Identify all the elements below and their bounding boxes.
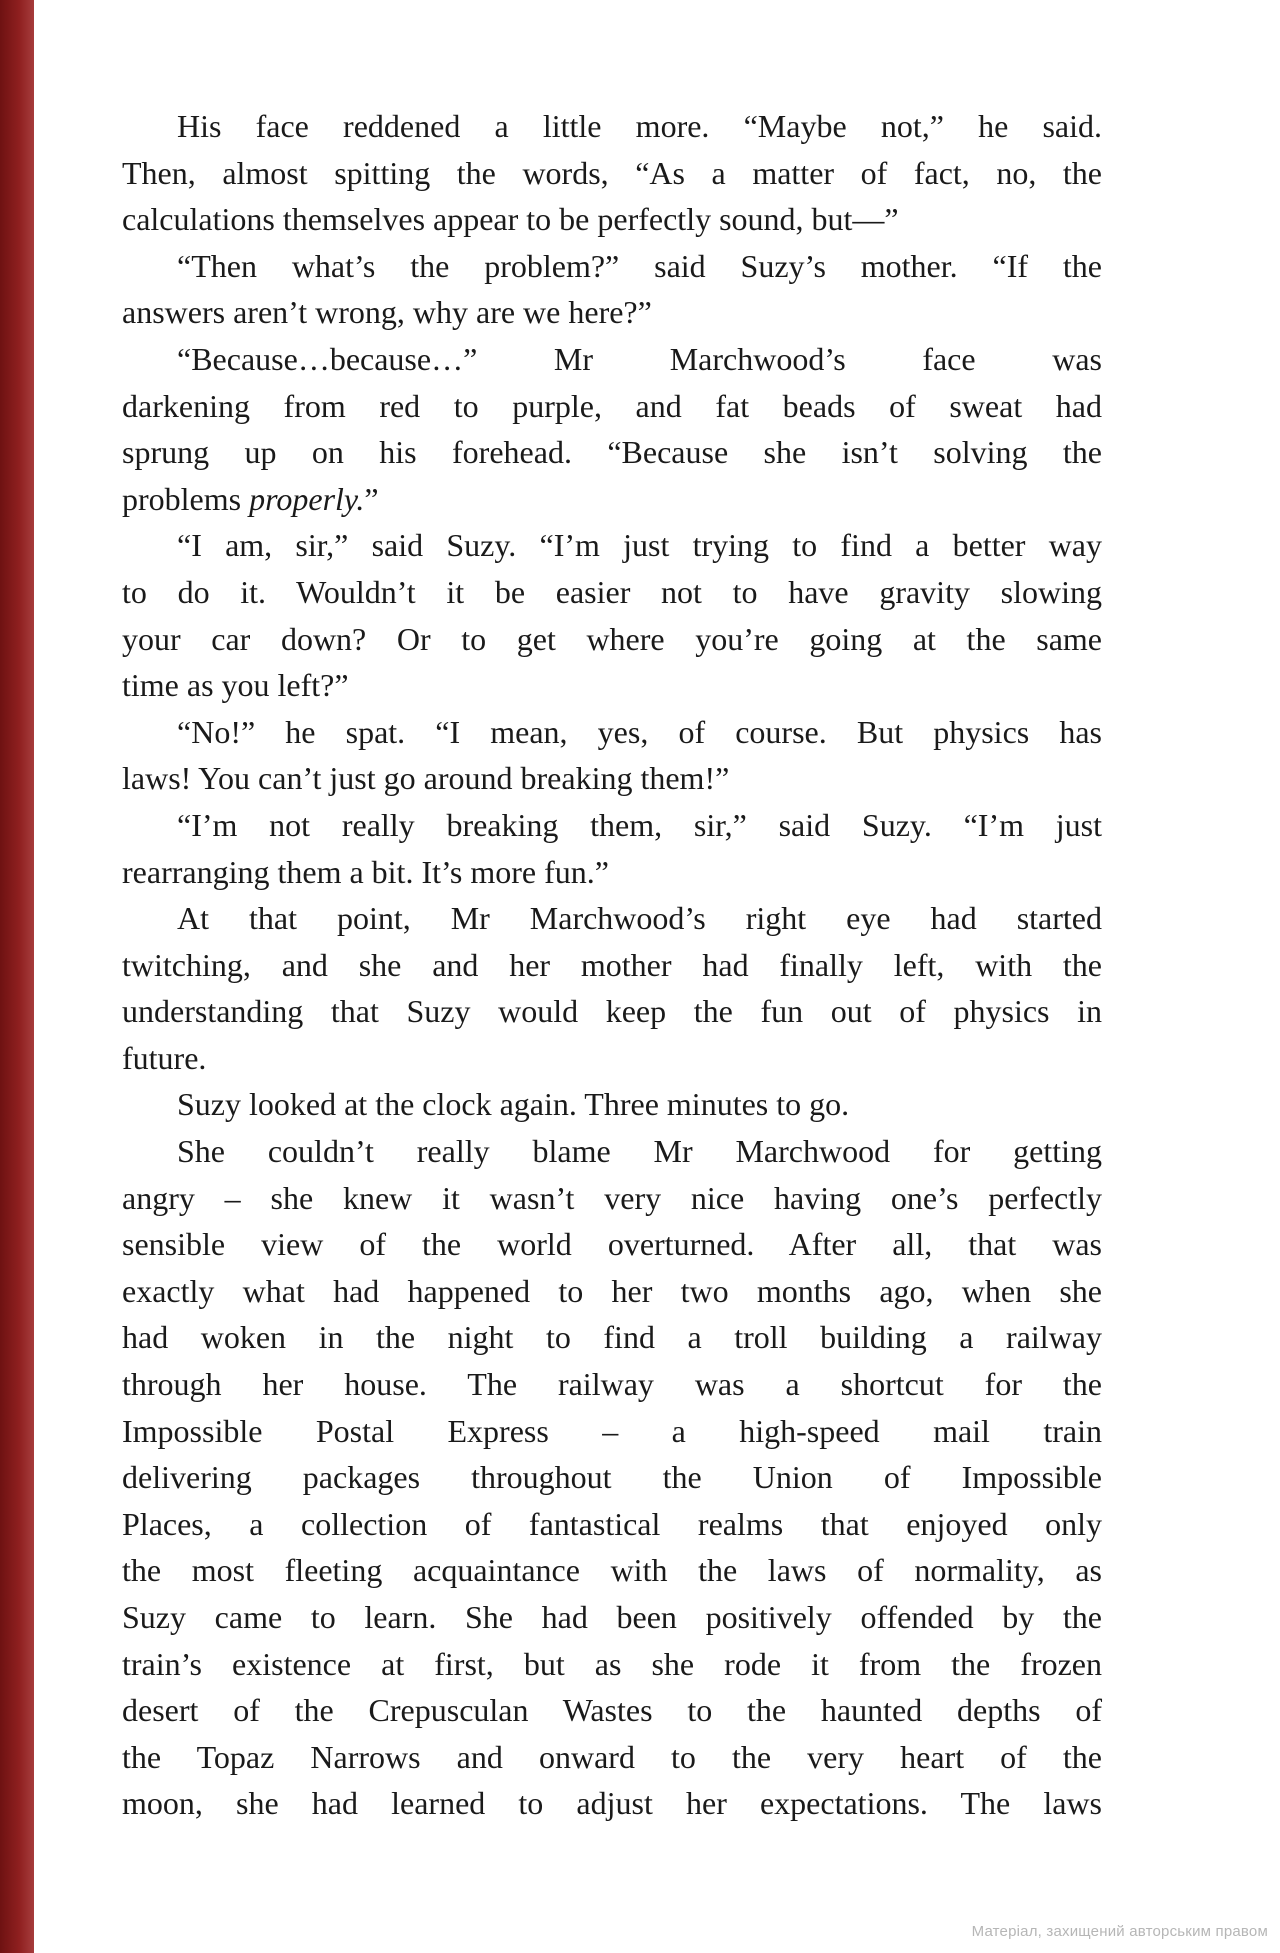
text-line: At that point, Mr Marchwood’s right eye had started: [177, 900, 1102, 937]
text-line: the Topaz Narrows and onward to the very heart of the: [122, 1738, 1102, 1775]
paragraph: [122, 336, 1102, 522]
text-segment: ”: [364, 480, 379, 517]
text-line: [122, 476, 1102, 523]
paragraph: [122, 522, 1102, 708]
text-line: delivering packages throughout the Union of Impossible: [122, 1459, 1102, 1496]
text-line: your car down? Or to get where you’re going at the same: [122, 620, 1102, 657]
copyright-watermark: Матеріал, захищений авторським правом: [971, 1923, 1268, 1940]
text-line: angry – she knew it wasn’t very nice having one’s perfectly: [122, 1179, 1102, 1216]
text-line: understanding that Suzy would keep the fun out of physics in: [122, 993, 1102, 1030]
paragraph: [122, 243, 1102, 336]
text-line: calculations themselves appear to be perfectly sound, but—”: [122, 201, 899, 238]
text-line: sensible view of the world overturned. After all, that was: [122, 1226, 1102, 1263]
text-line: twitching, and she and her mother had finally left, with the: [122, 946, 1102, 983]
text-line: future.: [122, 1039, 207, 1076]
text-line: train’s existence at first, but as she rode it from the frozen: [122, 1645, 1102, 1682]
text-line: “Because…because…” Mr Marchwood’s face was: [177, 340, 1102, 377]
text-line: the most fleeting acquaintance with the laws of normality, as: [122, 1552, 1102, 1589]
text-line: darkening from red to purple, and fat beads of sweat had: [122, 387, 1102, 424]
text-line: His face reddened a little more. “Maybe not,” he said.: [177, 108, 1102, 144]
text-line: Suzy came to learn. She had been positively offended by the: [122, 1599, 1102, 1635]
text-line: Then, almost spitting the words, “As a matter of fact, no, the: [122, 154, 1102, 191]
text-line: She couldn’t really blame Mr Marchwood for getting: [177, 1133, 1102, 1170]
text-line: time as you left?”: [122, 667, 349, 704]
italic-text-segment: properly.: [249, 480, 365, 517]
text-line: “No!” he spat. “I mean, yes, of course. But physics has: [177, 713, 1102, 750]
paragraph: [122, 709, 1102, 802]
paragraph: [122, 103, 1102, 243]
text-line: answers aren’t wrong, why are we here?”: [122, 294, 652, 331]
text-line: Places, a collection of fantastical realms that enjoyed only: [122, 1505, 1102, 1542]
paragraph: [122, 1081, 1102, 1128]
paragraph: [122, 895, 1102, 1081]
text-line: laws! You can’t just go around breaking them!”: [122, 760, 730, 797]
text-line: to do it. Wouldn’t it be easier not to have gravity slowing: [122, 573, 1102, 610]
text-line: “Then what’s the problem?” said Suzy’s mother. “If the: [177, 247, 1102, 284]
text-line: “I’m not really breaking them, sir,” said Suzy. “I’m just: [177, 806, 1102, 843]
book-spine-edge: [0, 0, 34, 1953]
page-text-block: [122, 103, 1102, 1827]
text-line: moon, she had learned to adjust her expectations. The laws: [122, 1785, 1102, 1822]
text-line: rearranging them a bit. It’s more fun.”: [122, 853, 609, 890]
text-line: through her house. The railway was a shortcut for the: [122, 1366, 1102, 1403]
text-line: exactly what had happened to her two months ago, when she: [122, 1272, 1102, 1309]
paragraph: [122, 802, 1102, 895]
text-line: sprung up on his forehead. “Because she isn’t solving the: [122, 434, 1102, 471]
text-line: Suzy looked at the clock again. Three minutes to go.: [177, 1086, 850, 1123]
text-line: desert of the Crepusculan Wastes to the haunted depths of: [122, 1692, 1102, 1729]
paragraph: [122, 1128, 1102, 1827]
text-line: Impossible Postal Express – a high-speed mail train: [122, 1412, 1102, 1449]
text-segment: problems: [122, 480, 250, 517]
text-line: had woken in the night to find a troll building a railway: [122, 1319, 1102, 1356]
text-line: “I am, sir,” said Suzy. “I’m just trying to find a better way: [177, 527, 1102, 564]
